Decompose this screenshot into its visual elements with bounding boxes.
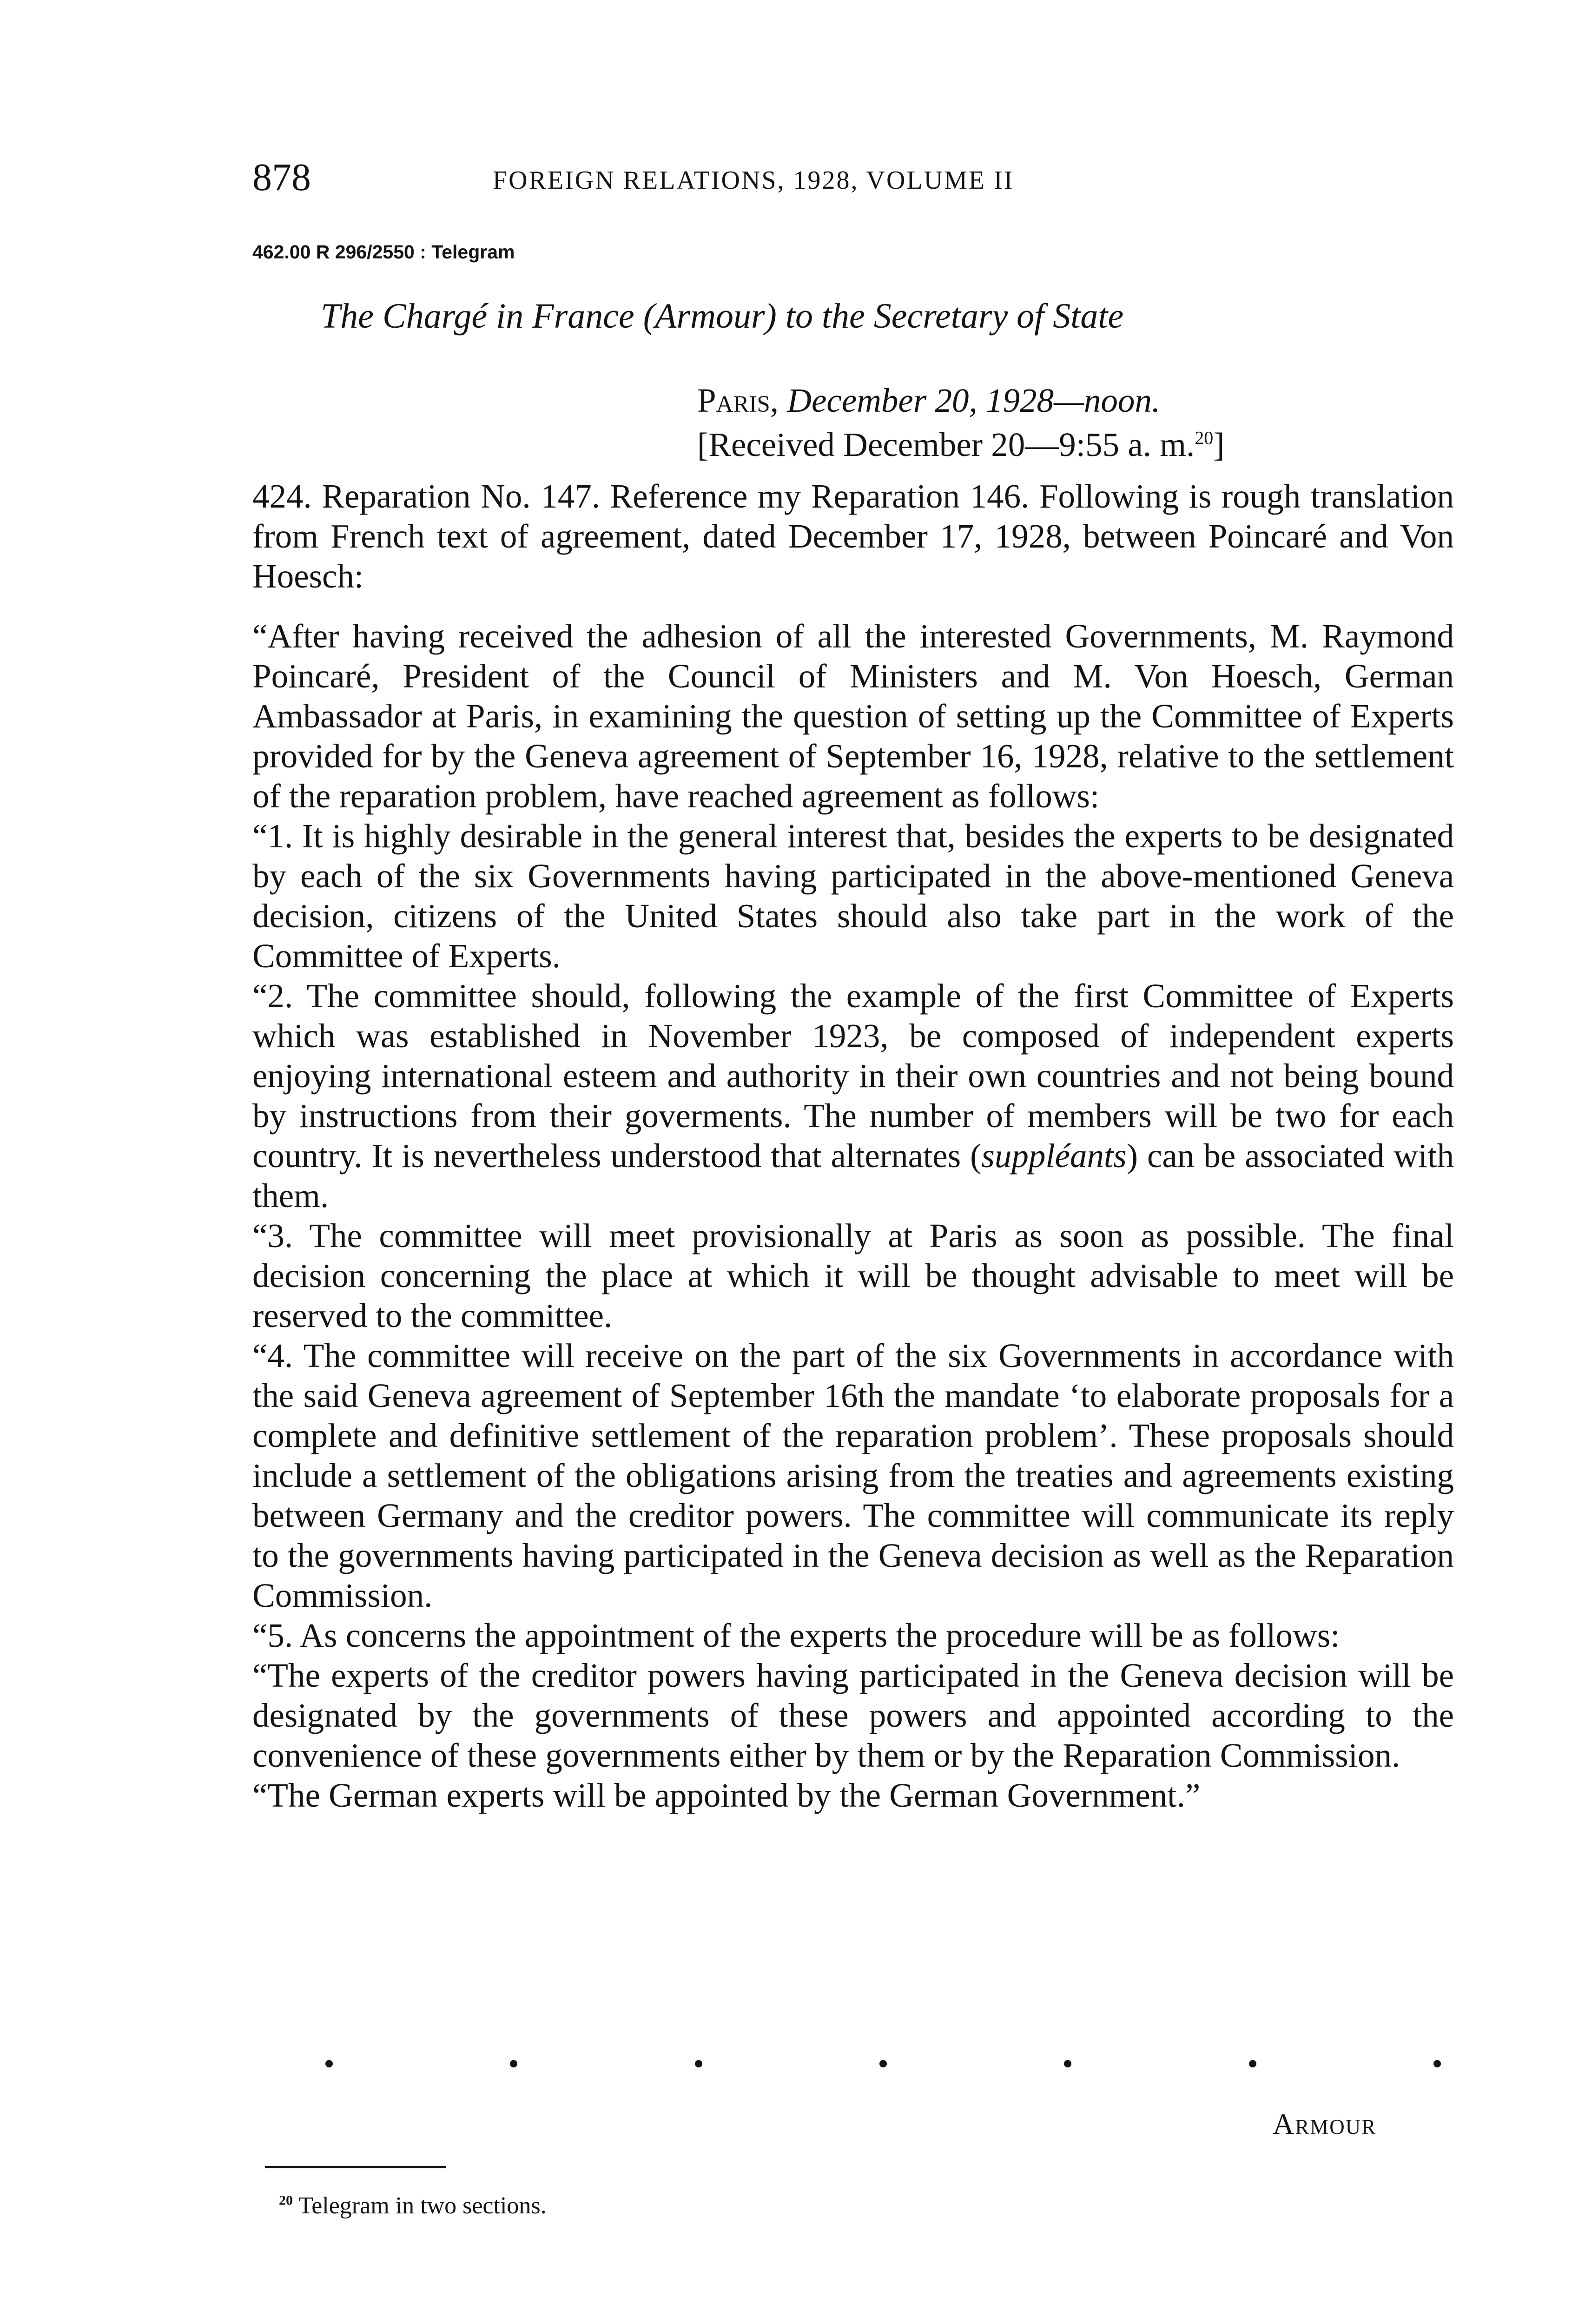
dateline-date: December 20, 1928—noon. — [787, 382, 1161, 419]
omission-dot — [879, 2060, 887, 2067]
dateline-place: Paris, — [697, 382, 779, 419]
footnote — [279, 2194, 547, 2218]
item-5a-paragraph: “The experts of the creditor powers having participated in the Geneva decision will be designated by the governments of these powers and appointed according to the convenience of these governments either by them or by the Reparation Commission. — [252, 1657, 1454, 1774]
item-2-text-end: ) can be associated with them. — [252, 1137, 1454, 1215]
item-1-paragraph: “1. It is highly desirable in the general interest that, besides the experts to be designated by each of the six Governments having participated in the above-mentioned Geneva decision, citizens of the United States should also take part in the work of the Committee of Experts. — [252, 817, 1454, 975]
page-number: 878 — [252, 156, 311, 199]
file-reference: 462.00 R 296/2550 : Telegram — [252, 241, 515, 263]
item-2-text: “2. The committee should, following the example of the first Committee of Experts which was established in November 1923, be composed of independent experts enjoying international esteem and authority in their own countries and not being bound by instructions from their goverments. The number of members will be two for each country. It is nevertheless understood that alternates ( — [252, 977, 1454, 1175]
omission-dot — [1249, 2060, 1256, 2067]
received-text: [Received December 20—9:55 a. m. — [697, 426, 1195, 463]
omission-dot — [325, 2060, 333, 2067]
footnote-reference: 20 — [1195, 427, 1214, 449]
intro-paragraph: 424. Reparation No. 147. Reference my Reparation 146. Following is rough translation from French text of agreement, dated December 17, 1928, between Poincaré and Von Hoesch: — [252, 477, 1454, 595]
preamble-paragraph: “After having received the adhesion of all the interested Governments, M. Raymond Poincaré, President of the Council of Ministers and M. Von Hoesch, German Ambassador at Paris, in examining the question of setting up the Committee of Experts provided for by the Geneva agreement of September 16, 1928, relative to the settlement of the reparation problem, have reached agreement as follows: — [252, 617, 1454, 815]
footnote-divider — [265, 2166, 446, 2168]
item-2-paragraph — [252, 976, 1454, 1216]
received-close: ] — [1213, 426, 1225, 463]
item-3-paragraph: “3. The committee will meet provisionally at Paris as soon as possible. The final decision concerning the place at which it will be thought advisable to meet will be reserved to the committee. — [252, 1217, 1454, 1334]
item-4-paragraph: “4. The committee will receive on the part of the six Governments in accordance with the said Geneva agreement of September 16th the mandate ‘to elaborate proposals for a complete and definitive settlement of the reparation problem’. These proposals should include a settlement of the obligations arising from the treaties and agreements existing between Germany and the creditor powers. The committee will communicate its reply to the governments having participated in the Geneva decision as well as the Reparation Commission. — [252, 1337, 1454, 1614]
omission-dot — [695, 2060, 702, 2067]
omission-dots — [325, 2060, 1441, 2067]
omission-dot — [510, 2060, 517, 2067]
running-head: FOREIGN RELATIONS, 1928, VOLUME II — [493, 166, 1014, 195]
omission-dot — [1433, 2060, 1441, 2067]
item-2-italic-term: suppléants — [981, 1137, 1127, 1175]
signature: Armour — [1273, 2107, 1377, 2140]
item-5-paragraph: “5. As concerns the appointment of the experts the procedure will be as follows: — [252, 1617, 1340, 1654]
item-5b-paragraph: “The German experts will be appointed by the German Government.” — [252, 1776, 1201, 1814]
received-line — [697, 428, 1225, 462]
footnote-text: Telegram in two sections. — [298, 2192, 547, 2219]
telegram-body — [252, 476, 1454, 1816]
footnote-marker: 20 — [279, 2192, 293, 2208]
dateline — [697, 383, 1160, 417]
document-title: The Chargé in France (Armour) to the Secretary of State — [321, 297, 1124, 336]
omission-dot — [1064, 2060, 1071, 2067]
